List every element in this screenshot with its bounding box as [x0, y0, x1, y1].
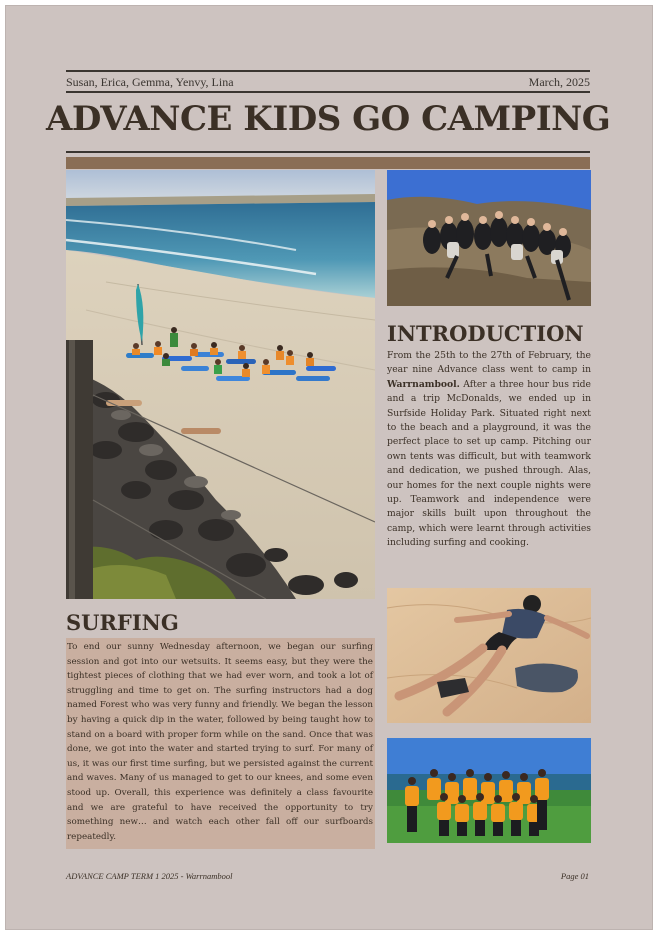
group-on-rocks-photo — [387, 170, 591, 306]
page-number: Page 01 — [560, 871, 589, 881]
byline-rule — [66, 91, 590, 93]
introduction-heading: INTRODUCTION — [387, 321, 584, 346]
page-title: ADVANCE KIDS GO CAMPING — [46, 99, 611, 139]
beach-surf-lesson-photo — [66, 170, 375, 599]
sand-dune-photo — [387, 588, 591, 723]
intro-text-start: From the 25th to the 27th of February, the year nine Advance class went to camp in — [387, 350, 591, 376]
introduction-body — [387, 349, 591, 551]
footer-left: ADVANCE CAMP TERM 1 2025 - Warrnambool — [66, 871, 233, 881]
newsletter-page — [5, 5, 653, 930]
accent-bar — [66, 157, 590, 169]
intro-place: Warrnambool. — [387, 378, 460, 390]
intro-text-end: After a three hour bus ride and a trip McDonalds, we ended up in Surfside Holiday Park. Situated right next to the beach and a playground, it was the perfect place to set up camp. Pitching our own tents was difficult, but with teamwork and dedication, we pushed through. Alas, our homes for the next couple nights were up. Teamwork and independence were major skills built upon throughout the camp, which were learnt through activities including surfing and cooking. — [387, 378, 591, 549]
top-rule — [66, 70, 590, 72]
byline — [66, 75, 590, 90]
surfing-body: To end our sunny Wednesday afternoon, we began our surfing session and got into our wetsuits. It seems easy, but they were the tightest pieces of clothing that we had ever worn, and took a lot of struggling and time to get on. The surfing instructors had a dog named Forest who was very funny and friendly. We began the lesson by having a quick dip in the water, followed by being taught how to stand on a board with proper form while on the sand. Once that was done, we got into the water and started trying to surf. For many of us, it was our first time surfing, but we persisted against the current and waves. Many of us managed to get to our knees, and some even stood up. Overall, this experience was definitely a class favourite and we are grateful to have received the opportunity to try something new… and watch each other fall off our surfboards repeatedly. — [67, 642, 373, 842]
team-photo — [387, 738, 591, 843]
authors: Susan, Erica, Gemma, Yenvy, Lina — [66, 75, 234, 89]
title-rule — [66, 151, 590, 153]
surfing-heading: SURFING — [66, 610, 179, 635]
issue-date: March, 2025 — [528, 75, 590, 89]
